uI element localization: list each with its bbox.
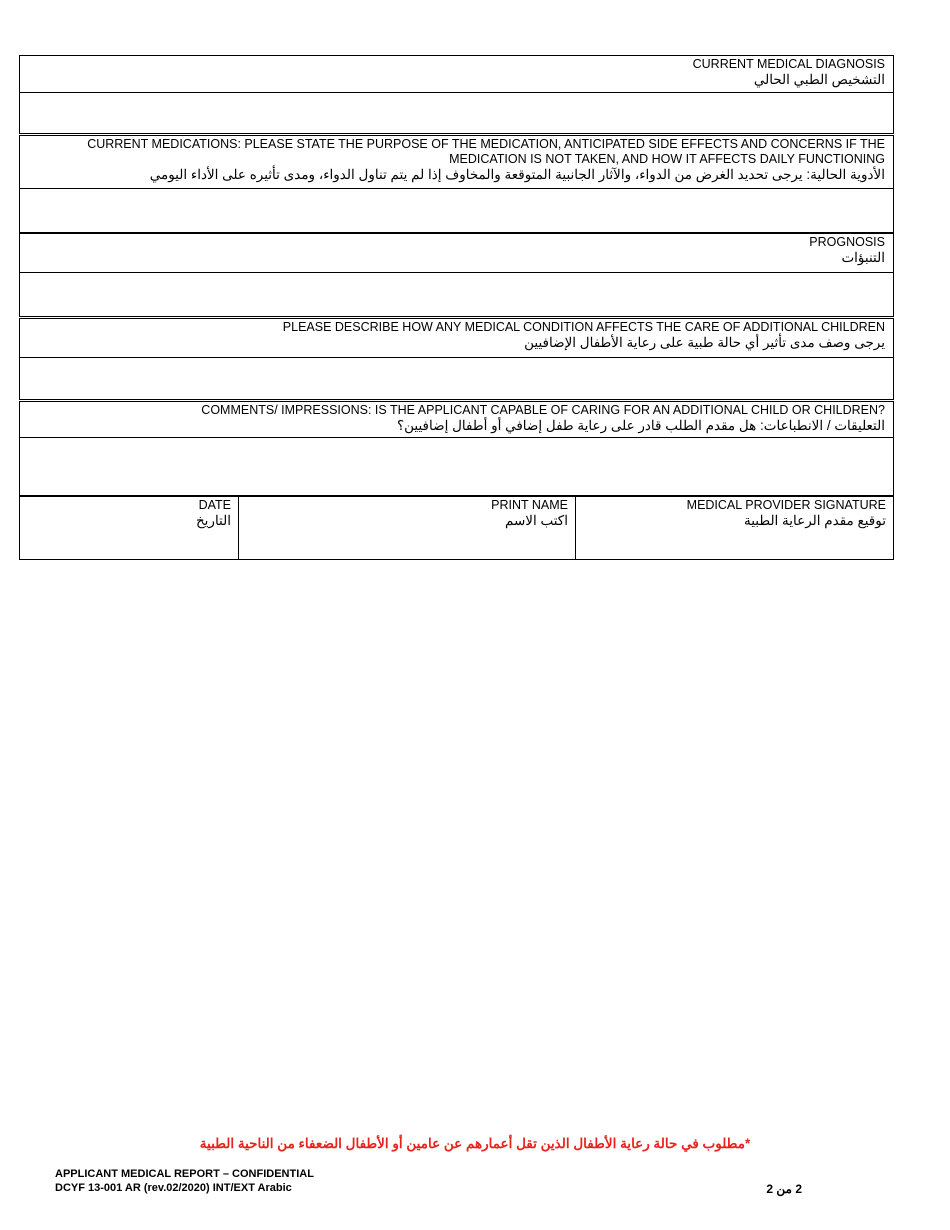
condition-effect-label-ar: يرجى وصف مدى تأثير أي حالة طبية على رعاية الأطفال الإضافيين xyxy=(524,335,885,350)
prognosis-section xyxy=(19,233,894,317)
form-id: DCYF 13-001 AR (rev.02/2020) INT/EXT Arabic xyxy=(55,1182,292,1194)
condition-effect-answer-area xyxy=(20,357,893,399)
medications-section xyxy=(19,135,894,233)
diagnosis-label xyxy=(20,56,893,87)
prognosis-label-en: PROGNOSIS xyxy=(809,235,885,249)
diagnosis-answer-area xyxy=(20,92,893,133)
comments-section xyxy=(19,401,894,496)
medications-input[interactable] xyxy=(20,191,893,232)
prognosis-label xyxy=(20,234,893,265)
comments-input[interactable] xyxy=(20,440,893,495)
diagnosis-section xyxy=(19,55,894,134)
comments-label xyxy=(20,402,893,433)
diagnosis-label-en: CURRENT MEDICAL DIAGNOSIS xyxy=(692,57,885,71)
prognosis-label-ar: التنبؤات xyxy=(841,250,885,265)
form-footer-info xyxy=(55,1167,314,1195)
comments-label-ar: التعليقات / الانطباعات: هل مقدم الطلب قادر على رعاية طفل إضافي أو أطفال إضافيين؟ xyxy=(396,418,885,433)
medications-answer-area xyxy=(20,188,893,232)
comments-answer-area xyxy=(20,437,893,495)
signature-cell[interactable] xyxy=(576,497,893,559)
signature-row xyxy=(19,496,894,560)
date-cell[interactable] xyxy=(20,497,239,559)
diagnosis-input[interactable] xyxy=(20,95,893,133)
print-name-label-ar: اكتب الاسم xyxy=(504,513,568,528)
condition-effect-label xyxy=(20,319,893,350)
medications-label-en: CURRENT MEDICATIONS: PLEASE STATE THE PURPOSE OF THE MEDICATION, ANTICIPATED SIDE EFFECTS AND CONCERNS IF THE MEDICATION IS NOT TAKEN, AND HOW IT AFFECTS DAILY FUNCTIONING xyxy=(87,137,885,166)
signature-label-en: MEDICAL PROVIDER SIGNATURE xyxy=(686,498,886,512)
print-name-cell[interactable] xyxy=(239,497,576,559)
condition-effect-section xyxy=(19,318,894,400)
prognosis-input[interactable] xyxy=(20,275,893,316)
report-title: APPLICANT MEDICAL REPORT – CONFIDENTIAL xyxy=(55,1168,314,1180)
medications-label-ar: الأدوية الحالية: يرجى تحديد الغرض من الدواء، والآثار الجانبية المتوقعة والمخاوف إذا لم يتم تناول الدواء، ومدى تأثيره على الأداء اليومي xyxy=(149,167,885,182)
required-note: *مطلوب في حالة رعاية الأطفال الذين تقل أعمارهم عن عامين أو الأطفال الضعفاء من الناحية الطبية xyxy=(199,1136,751,1151)
date-label-ar: التاريخ xyxy=(195,513,231,528)
date-label-en: DATE xyxy=(198,498,231,512)
medications-label xyxy=(20,136,893,182)
print-name-label-en: PRINT NAME xyxy=(491,498,568,512)
prognosis-answer-area xyxy=(20,272,893,316)
condition-effect-label-en: PLEASE DESCRIBE HOW ANY MEDICAL CONDITION AFFECTS THE CARE OF ADDITIONAL CHILDREN xyxy=(282,320,885,334)
diagnosis-label-ar: التشخيص الطبي الحالي xyxy=(753,72,885,87)
comments-label-en: COMMENTS/ IMPRESSIONS: IS THE APPLICANT CAPABLE OF CARING FOR AN ADDITIONAL CHILD OR CHILDREN? xyxy=(201,403,885,417)
signature-label-ar: توقيع مقدم الرعاية الطبية xyxy=(743,513,886,528)
condition-effect-input[interactable] xyxy=(20,360,893,399)
page-number: 2 من 2 xyxy=(766,1182,802,1196)
